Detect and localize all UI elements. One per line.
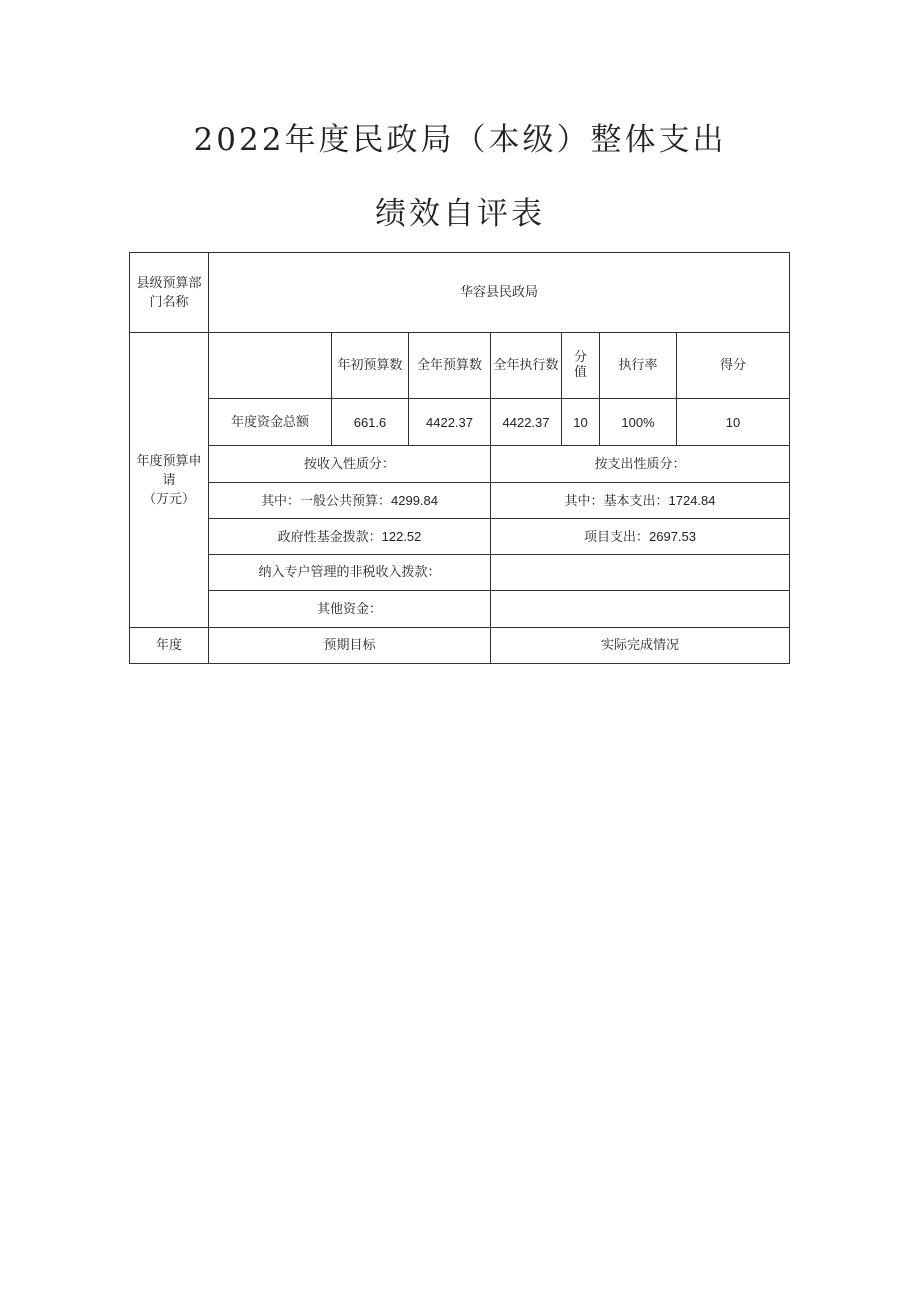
total-score: 10 xyxy=(677,399,790,446)
header-executed: 全年执行数 xyxy=(491,333,562,399)
total-full-year: 4422.37 xyxy=(409,399,491,446)
total-score-value: 10 xyxy=(562,399,600,446)
gov-fund-row xyxy=(130,519,790,555)
by-expense-label: 按支出性质分： xyxy=(491,446,790,483)
page-subtitle: 绩效自评表 xyxy=(375,196,545,232)
other-funds-row xyxy=(130,591,790,628)
expected-target-label: 预期目标 xyxy=(209,628,491,664)
header-score: 得分 xyxy=(677,333,790,399)
general-public-value: 4299.84 xyxy=(391,492,438,508)
basic-expense-cell xyxy=(491,483,790,519)
general-public-cell xyxy=(209,483,491,519)
evaluation-table xyxy=(129,252,790,664)
dept-label-cell xyxy=(130,253,209,333)
total-executed: 4422.37 xyxy=(491,399,562,446)
other-funds-label: 其他资金： xyxy=(209,591,491,628)
project-expense-label: 项目支出： xyxy=(583,529,649,545)
basic-expense-label: 其中：基本支出： xyxy=(564,493,669,509)
budget-header-row xyxy=(130,333,790,399)
total-row xyxy=(130,399,790,446)
annual-label: 年度 xyxy=(130,628,209,664)
dept-value: 华容县民政局 xyxy=(209,253,790,333)
annual-row xyxy=(130,628,790,664)
other-funds-value-cell xyxy=(491,591,790,628)
by-income-label: 按收入性质分： xyxy=(209,446,491,483)
gov-fund-label: 政府性基金拨款： xyxy=(277,529,382,545)
project-expense-cell xyxy=(491,519,790,555)
total-label: 年度资金总额 xyxy=(209,399,332,446)
total-initial: 661.6 xyxy=(332,399,409,446)
dept-label: 县级预算部门名称 xyxy=(136,275,202,310)
dept-row xyxy=(130,253,790,333)
budget-section-label-cell xyxy=(130,333,209,628)
gov-fund-value: 122.52 xyxy=(381,528,422,544)
header-full-year: 全年预算数 xyxy=(409,333,491,399)
gov-fund-cell xyxy=(209,519,491,555)
project-expense-value: 2697.53 xyxy=(649,528,696,544)
non-tax-row xyxy=(130,555,790,591)
header-exec-rate: 执行率 xyxy=(600,333,677,399)
by-nature-row xyxy=(130,446,790,483)
header-score-value-cell xyxy=(562,333,600,399)
general-public-label: 其中：一般公共预算： xyxy=(260,493,391,509)
page-title: 2022年度民政局（本级）整体支出 xyxy=(193,122,727,158)
budget-section-label: 年度预算申请 xyxy=(136,453,202,488)
basic-expense-value: 1724.84 xyxy=(668,492,716,508)
header-blank-cell xyxy=(209,333,332,399)
non-tax-value-cell xyxy=(491,555,790,591)
actual-completion-label: 实际完成情况 xyxy=(491,628,790,664)
total-exec-rate: 100% xyxy=(600,399,677,446)
non-tax-label: 纳入专户管理的非税收入拨款： xyxy=(209,555,491,591)
header-score-value: 分值 xyxy=(573,349,587,380)
budget-section-unit: （万元） xyxy=(142,491,195,507)
header-initial: 年初预算数 xyxy=(332,333,409,399)
general-public-row xyxy=(130,483,790,519)
